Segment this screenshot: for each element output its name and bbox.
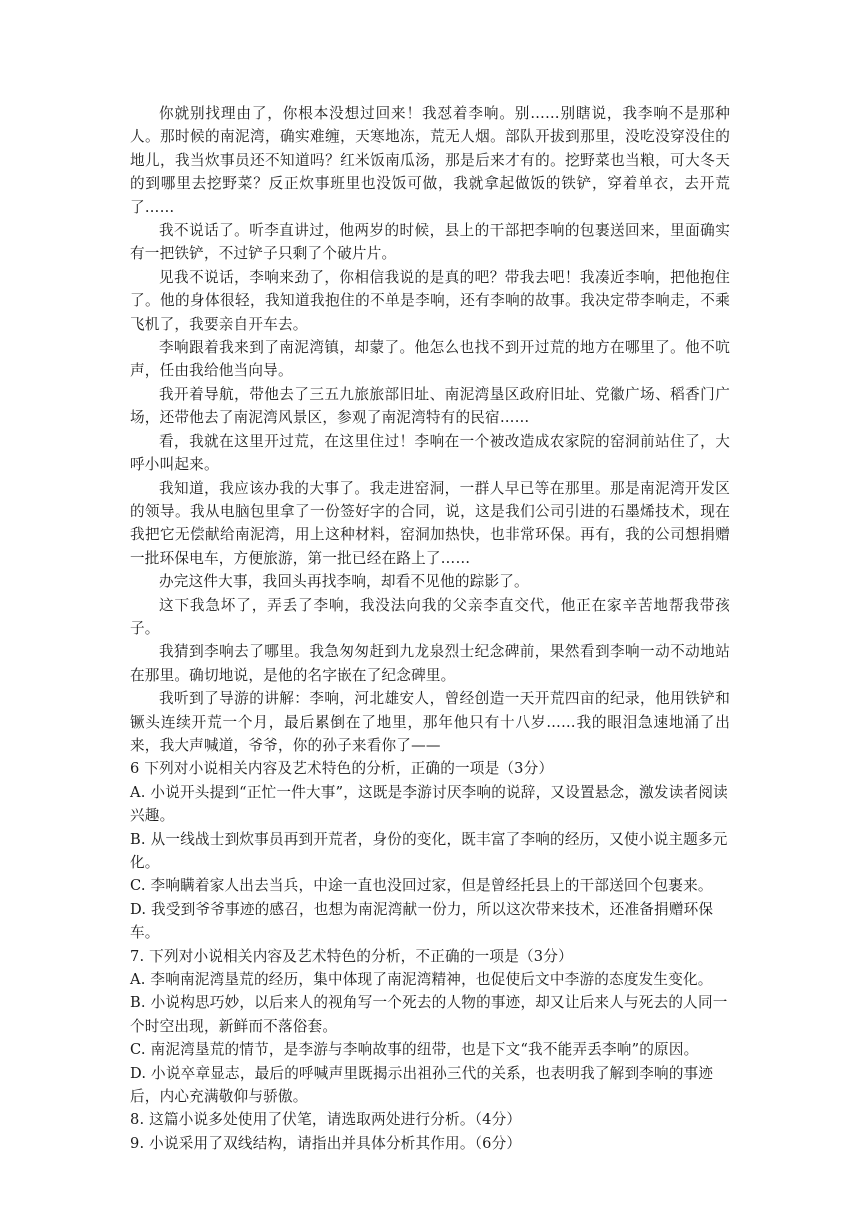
exam-page [130,102,730,1155]
question-6-option-b: B. 从一线战士到炊事员再到开荒者，身份的变化，既丰富了李响的经历，又使小说主题多元化。 [130,830,728,871]
question-7-stem: 7. 下列对小说相关内容及艺术特色的分析，不正确的一项是（3分） [130,947,573,965]
question-6-option-d: D. 我受到爷爷事迹的感召，也想为南泥湾献一份力，所以这次带来技术，还准备捐赠环保车。 [130,900,714,942]
story-paragraph: 办完这件大事，我回头再找李响，却看不见他的踪影了。 [159,573,529,591]
story-paragraph: 看，我就在这里开过荒，在这里住过！李响在一个被改造成农家院的窑洞前站住了，大呼小叫起来。 [130,432,730,474]
story-paragraph: 我开着导航，带他去了三五九旅旅部旧址、南泥湾垦区政府旧址、党徽广场、稻香门广场，还带他去了南泥湾风景区，参观了南泥湾特有的民宿…… [130,385,730,427]
question-7-option-b: B. 小说构思巧妙，以后来人的视角写一个死去的人物的事迹，却又让后来人与死去的人同一个时空出现，新鲜而不落俗套。 [130,994,728,1035]
story-paragraph: 我不说话了。听李直讲过，他两岁的时候，县上的干部把李响的包裹送回来，里面确实有一把铁铲，不过铲子只剩了个破片片。 [130,222,730,263]
question-6-option-c: C. 李响瞒着家人出去当兵，中途一直也没回过家，但是曾经托县上的干部送回个包裹来。 [130,877,713,895]
question-8: 8. 这篇小说多处使用了伏笔，请选取两处进行分析。（4分） [130,1111,522,1129]
story-paragraph: 我知道，我应该办我的大事了。我走进窑洞，一群人早已等在那里。那是南泥湾开发区的领导。我从电脑包里拿了一份签好字的合同，说，这是我们公司引进的石墨烯技术，现在我把它无偿献给南泥湾，用上这种材料，窑洞加热快，也非常环保。再有，我的公司想捐赠一批环保电车，方便旅游，第一批已经在路上了…… [130,479,730,567]
question-section [130,757,730,1155]
question-7-option-d: D. 小说卒章显志，最后的呼喊声里既揭示出祖孙三代的关系，也表明我了解到李响的事迹后，内心充满敬仰与骄傲。 [130,1064,714,1106]
story-paragraph: 李响跟着我来到了南泥湾镇，却蒙了。他怎么也找不到开过荒的地方在哪里了。他不吭声，任由我给他当向导。 [130,339,730,380]
story-paragraph: 这下我急坏了，弄丢了李响，我没法向我的父亲李直交代，他正在家辛苦地帮我带孩子。 [130,596,730,637]
story-body [130,102,730,757]
story-paragraph: 你就别找理由了，你根本没想过回来！我怼着李响。别……别瞎说，我李响不是那种人。那时候的南泥湾，确实难缠，天寒地冻，荒无人烟。部队开拔到那里，没吃没穿没住的地儿，我当炊事员还不知道吗？红米饭南瓜汤，那是后来才有的。挖野菜也当粮，可大冬天的到哪里去挖野菜？反正炊事班里也没饭可做，我就拿起做饭的铁铲，穿着单衣，去开荒了…… [130,105,730,216]
question-7-option-c: C. 南泥湾垦荒的情节，是李游与李响故事的纽带，也是下文“我不能弄丢李响”的原因。 [130,1041,699,1059]
question-6-stem: 6 下列对小说相关内容及艺术特色的分析，正确的一项是（3分） [130,760,554,778]
question-7-option-a: A. 李响南泥湾垦荒的经历，集中体现了南泥湾精神，也促使后文中李游的态度发生变化。 [130,971,713,989]
story-paragraph: 见我不说话，李响来劲了，你相信我说的是真的吧？带我去吧！我凑近李响，把他抱住了。他的身体很轻，我知道我抱住的不单是李响，还有李响的故事。我决定带李响走，不乘飞机了，我要亲自开车去。 [130,268,730,333]
question-9: 9. 小说采用了双线结构，请指出并具体分析其作用。（6分） [130,1134,522,1152]
question-6-option-a: A. 小说开头提到“正忙一件大事”，这既是李游讨厌李响的说辞，又设置悬念，激发读者阅读兴趣。 [130,783,728,825]
story-paragraph: 我听到了导游的讲解：李响，河北雄安人，曾经创造一天开荒四亩的纪录，他用铁铲和镢头连续开荒一个月，最后累倒在了地里，那年他只有十八岁……我的眼泪急速地涌了出来，我大声喊道，爷爷，你的孙子来看你了—— [130,690,730,754]
story-paragraph: 我猜到李响去了哪里。我急匆匆赶到九龙泉烈士纪念碑前，果然看到李响一动不动地站在那里。确切地说，是他的名字嵌在了纪念碑里。 [130,643,730,684]
